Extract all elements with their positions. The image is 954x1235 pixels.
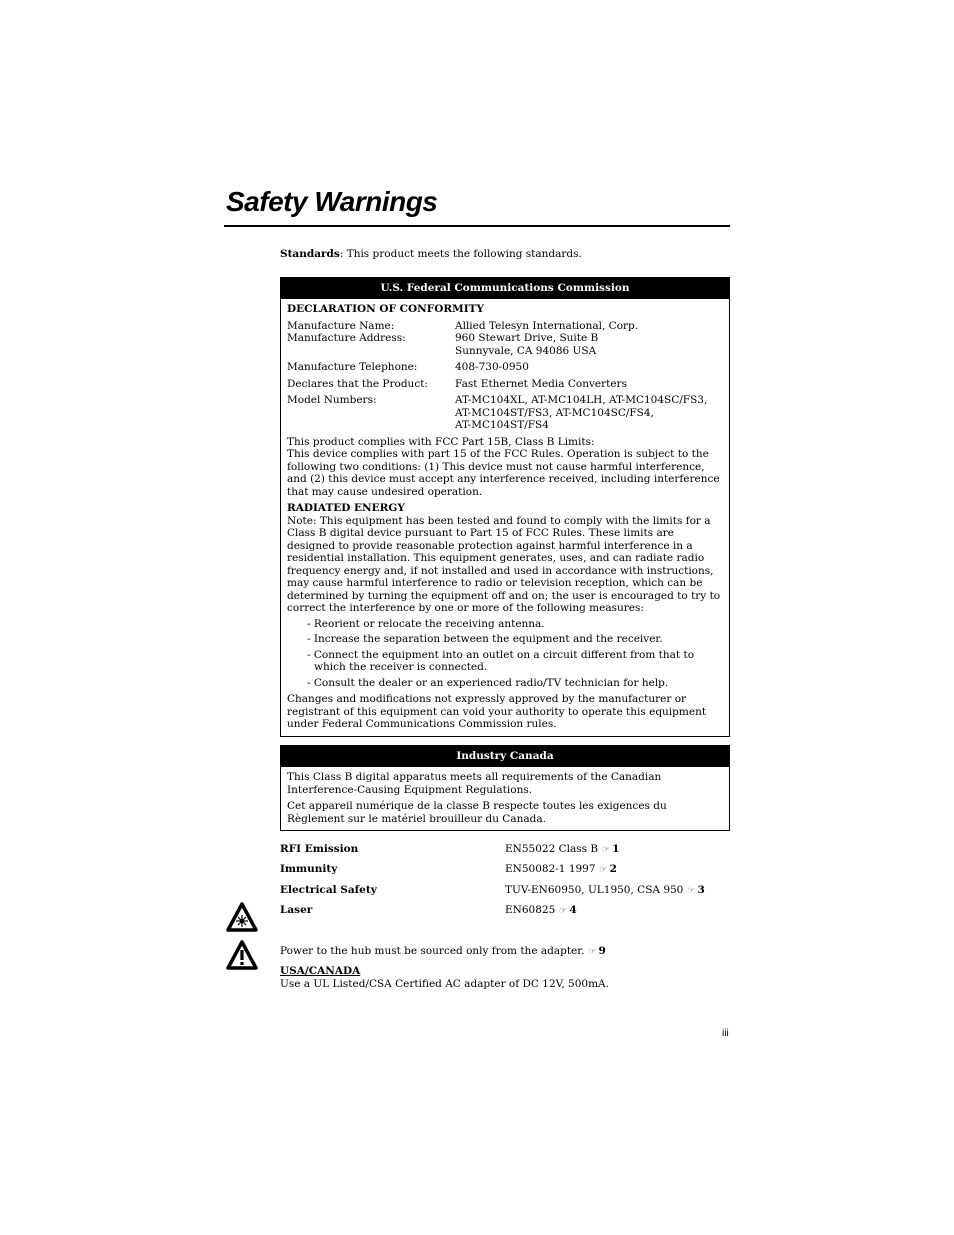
laser-warning-icon: [226, 902, 258, 932]
reference-icon: ☞: [686, 886, 695, 896]
reference-icon: ☞: [601, 845, 610, 855]
telephone-value: 408-730-0950: [455, 361, 529, 373]
manufacturer-name: Allied Telesyn International, Corp.: [455, 319, 639, 332]
model-line: AT-MC104ST/FS4: [455, 419, 549, 431]
manufacturer-name-label: Manufacture Name:: [287, 319, 395, 332]
spec-value: TUV-EN60950, UL1950, CSA 950: [505, 884, 684, 896]
reference-icon: ☞: [558, 906, 567, 916]
caution-icon: [226, 940, 258, 970]
standards-label: Standards: [280, 248, 340, 260]
canada-french: Cet appareil numérique de la classe B respecte toutes les exigences du Règlement sur le matériel brouilleur du Canada.: [287, 800, 667, 825]
spec-label: Electrical Safety: [280, 884, 377, 896]
declaration-heading: DECLARATION OF CONFORMITY: [287, 303, 484, 315]
usa-canada-section: [280, 965, 609, 990]
product-label: Declares that the Product:: [287, 377, 428, 390]
canada-english: This Class B digital apparatus meets all requirements of the Canadian Interference-Causing Equipment Regulations.: [287, 771, 662, 796]
reference-icon: ☞: [587, 947, 596, 957]
page-number: iii: [722, 1028, 729, 1039]
spec-label: Immunity: [280, 863, 338, 875]
spec-label: RFI Emission: [280, 843, 359, 855]
models-label: Model Numbers:: [287, 394, 377, 406]
spec-label: Laser: [280, 904, 313, 916]
spec-value: EN50082-1 1997: [505, 863, 596, 875]
model-line: AT-MC104XL, AT-MC104LH, AT-MC104SC/FS3,: [455, 394, 708, 406]
model-line: AT-MC104ST/FS3, AT-MC104SC/FS4,: [455, 406, 654, 419]
telephone-label: Manufacture Telephone:: [287, 361, 418, 373]
usa-canada-heading: USA/CANADA: [280, 965, 361, 977]
title-rule: [224, 225, 730, 227]
list-item: - Increase the separation between the equipment and the receiver.: [307, 633, 663, 645]
spec-value: EN55022 Class B: [505, 843, 599, 855]
usa-canada-text: Use a UL Listed/CSA Certified AC adapter of DC 12V, 500mA.: [280, 977, 609, 990]
product-value: Fast Ethernet Media Converters: [455, 377, 627, 390]
measures-list: [287, 618, 723, 690]
spec-ref: 4: [569, 904, 577, 916]
changes-text: Changes and modifications not expressly approved by the manufacturer or registrant of this equipment can void your authority to operate this equipment under Federal Communications Commission rules.: [287, 693, 707, 730]
standards-text: : This product meets the following standards.: [339, 248, 582, 260]
manufacturer-address-label: Manufacture Address:: [287, 332, 406, 344]
list-item: - Reorient or relocate the receiving antenna.: [307, 617, 545, 630]
reference-icon: ☞: [598, 865, 607, 875]
power-warning: [280, 945, 606, 957]
fcc-box: [280, 277, 730, 737]
standards-intro: [280, 248, 582, 260]
power-text: Power to the hub must be sourced only from the adapter.: [280, 945, 585, 957]
list-item: - Consult the dealer or an experienced radio/TV technician for help.: [307, 676, 669, 689]
canada-box: [280, 745, 730, 831]
fcc-header: U.S. Federal Communications Commission: [281, 278, 729, 299]
complies-detail: This device complies with part 15 of the FCC Rules. Operation is subject to the following two conditions: (1) This device must not cause harmful interference, and (2) this device must accept any interference received, including interference that may cause undesired operation.: [287, 448, 720, 498]
radiated-energy-heading: RADIATED ENERGY: [287, 502, 405, 514]
canada-header: Industry Canada: [281, 746, 729, 767]
list-item: - Connect the equipment into an outlet on a circuit different from that to which the receiver is connected.: [307, 648, 695, 673]
page-title: Safety Warnings: [226, 186, 438, 217]
spec-ref: 2: [609, 863, 617, 875]
spec-value: EN60825: [505, 904, 556, 916]
complies-statement: This product complies with FCC Part 15B, Class B Limits:: [287, 435, 595, 448]
power-ref: 9: [598, 945, 606, 957]
radiated-energy-text: Note: This equipment has been tested and found to comply with the limits for a Class B digital device pursuant to Part 15 of FCC Rules. These limits are designed to provide reasonable protection against harmful interference in a residential installation. This equipment generates, uses, and can radiate radio frequency energy and, if not installed and used in accordance with instructions, may cause harmful interference to radio or television reception, which can be determined by turning the equipment off and on; the user is encouraged to try to correct the interference by one or more of the following measures:: [287, 514, 721, 614]
address-line: 960 Stewart Drive, Suite B: [455, 332, 599, 344]
address-line: Sunnyvale, CA 94086 USA: [455, 344, 597, 357]
spec-ref: 3: [697, 884, 705, 896]
spec-ref: 1: [612, 843, 620, 855]
